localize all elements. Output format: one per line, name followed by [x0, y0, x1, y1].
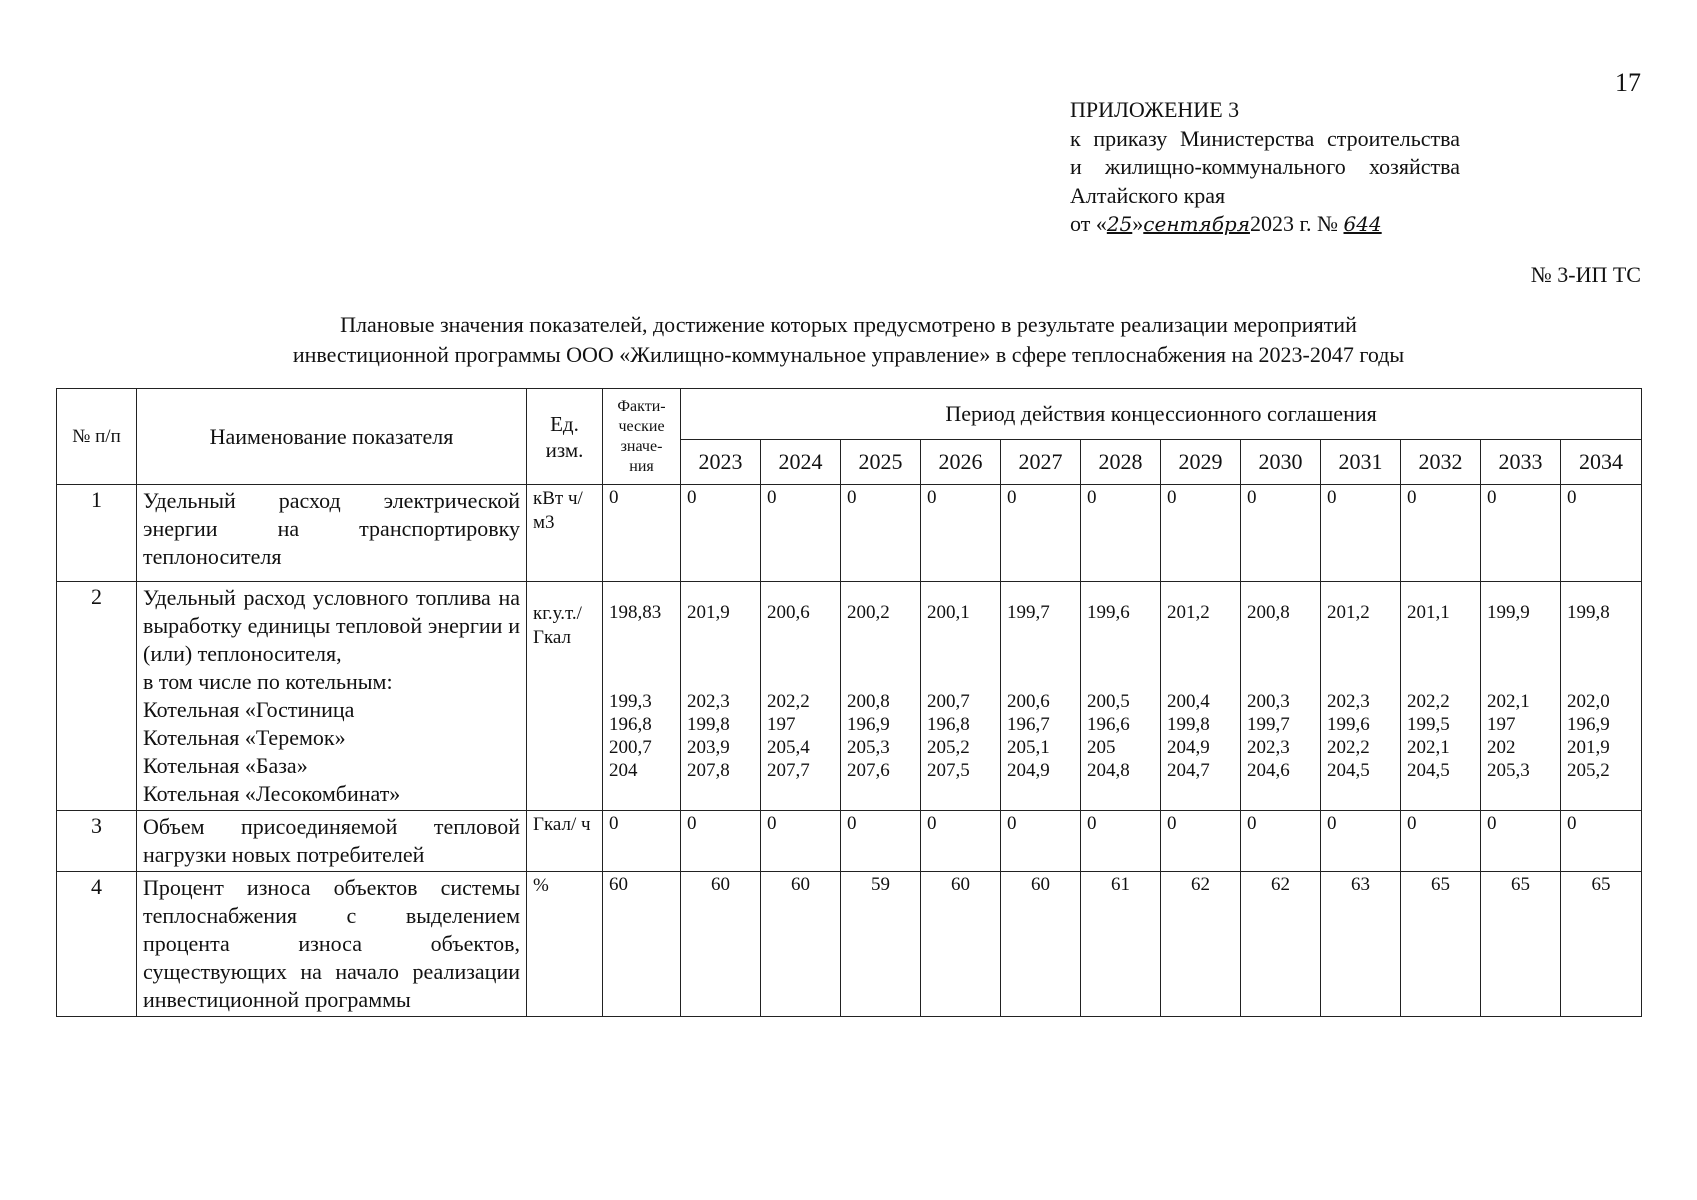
boiler-value: 200,5: [1087, 691, 1130, 712]
year-header: 2034: [1561, 440, 1642, 485]
indicator-name: [137, 582, 527, 811]
indicators-table: [56, 388, 1642, 1017]
boiler-values: [1087, 690, 1154, 782]
indicator-name: Объем присоединяемой тепловой нагрузки новых потребителей: [137, 811, 527, 872]
table-row: [57, 582, 1642, 811]
year-header: 2026: [921, 440, 1001, 485]
boiler-value: 199,7: [1247, 714, 1290, 735]
value-cell: 0: [761, 811, 841, 872]
value-cell: 0: [1321, 485, 1401, 582]
header-unit: Ед. изм.: [527, 389, 603, 485]
boiler-values: [1567, 690, 1635, 782]
order-number: 644: [1343, 212, 1382, 236]
value-cell: [1481, 582, 1561, 811]
title-line-1: Плановые значения показателей, достижение которых предусмотрено в результате реализации мероприятий: [340, 312, 1357, 337]
boiler-value: 204,5: [1407, 760, 1450, 781]
fact-cell: [603, 582, 681, 811]
year-header: 2031: [1321, 440, 1401, 485]
boiler-value: 202,3: [1247, 737, 1290, 758]
boiler-value: 207,5: [927, 760, 970, 781]
indicator-name: Процент износа объектов системы теплоснабжения с выделением процента износа объектов, существующих на начало реализации инвестиционной программы: [137, 872, 527, 1017]
boiler-value: 200,3: [1247, 691, 1290, 712]
value-cell: 60: [761, 872, 841, 1017]
value-cell: 0: [1401, 811, 1481, 872]
value-cell: 0: [681, 811, 761, 872]
boiler-value: 200,4: [1167, 691, 1210, 712]
order-month: сентября: [1143, 212, 1250, 236]
fact-value: 200,7: [609, 737, 652, 758]
value-cell: 62: [1161, 872, 1241, 1017]
boiler-value: 207,8: [687, 760, 730, 781]
form-code: № 3-ИП ТС: [1530, 262, 1641, 287]
value-cell: 0: [841, 485, 921, 582]
boiler-value: 202,3: [687, 691, 730, 712]
boiler-values: [847, 690, 914, 782]
row-number: 3: [57, 811, 137, 872]
boiler-values: [1327, 690, 1394, 782]
boiler-value: 204,5: [1327, 760, 1370, 781]
order-day: 25: [1106, 212, 1133, 236]
value-cell: 0: [1081, 485, 1161, 582]
value-cell: 0: [1241, 485, 1321, 582]
value-cell: 0: [761, 485, 841, 582]
year-header: 2032: [1401, 440, 1481, 485]
boiler-value: 196,8: [927, 714, 970, 735]
row-number: 2: [57, 582, 137, 811]
total-value: 199,7: [1007, 602, 1050, 623]
value-cell: 0: [1401, 485, 1481, 582]
boiler-values: [1247, 690, 1314, 782]
value-cell: [1161, 582, 1241, 811]
year-header: 2033: [1481, 440, 1561, 485]
appendix-title: ПРИЛОЖЕНИЕ 3: [1070, 97, 1240, 122]
boiler-values: [1407, 690, 1474, 782]
indicator-subheader: в том числе по котельным:: [143, 669, 393, 694]
year-header: 2024: [761, 440, 841, 485]
value-cell: [1241, 582, 1321, 811]
value-cell: 0: [1001, 811, 1081, 872]
boiler-value: 202,1: [1407, 737, 1450, 758]
order-year: 2023 г. №: [1249, 211, 1338, 236]
boiler-value: 196,9: [1567, 714, 1610, 735]
value-cell: 62: [1241, 872, 1321, 1017]
unit-cell: кВт ч/м3: [527, 485, 603, 582]
total-value: 201,1: [1407, 602, 1450, 623]
boiler-value: 199,8: [687, 714, 730, 735]
boiler-value: 196,7: [1007, 714, 1050, 735]
unit-cell: кг.у.т./ Гкал: [527, 582, 603, 811]
total-value: 199,8: [1567, 602, 1610, 623]
boiler-value: 202,1: [1487, 691, 1530, 712]
title-line-2: инвестиционной программы ООО «Жилищно-коммунальное управление» в сфере теплоснабжения на 2023-2047 годы: [292, 342, 1405, 367]
value-cell: 60: [681, 872, 761, 1017]
fact-value: 199,3: [609, 691, 652, 712]
year-header: 2029: [1161, 440, 1241, 485]
row-number: 1: [57, 485, 137, 582]
header-num: № п/п: [57, 389, 137, 485]
table-row: [57, 485, 1642, 582]
value-cell: 0: [1241, 811, 1321, 872]
row-number: 4: [57, 872, 137, 1017]
value-cell: 0: [1161, 485, 1241, 582]
order-prefix: от «: [1070, 211, 1107, 236]
fact-cell: 60: [603, 872, 681, 1017]
boiler-values: [687, 690, 754, 782]
value-cell: 60: [1001, 872, 1081, 1017]
header-fact: Факти-ческие значе-ния: [603, 389, 681, 485]
boiler-value: 205,3: [847, 737, 890, 758]
value-cell: 0: [921, 811, 1001, 872]
order-date-line: [1070, 210, 1460, 239]
total-value: 200,1: [927, 602, 970, 623]
boiler-value: 200,7: [927, 691, 970, 712]
table-row: [57, 811, 1642, 872]
value-cell: 61: [1081, 872, 1161, 1017]
value-cell: 63: [1321, 872, 1401, 1017]
boiler-value: 200,6: [1007, 691, 1050, 712]
value-cell: [1321, 582, 1401, 811]
boiler-name: Котельная «Теремок»: [143, 725, 346, 750]
total-value: 200,8: [1247, 602, 1290, 623]
boiler-value: 205: [1087, 737, 1116, 758]
boiler-value: 203,9: [687, 737, 730, 758]
boiler-value: 200,8: [847, 691, 890, 712]
appendix-block: [1070, 96, 1460, 239]
value-cell: [681, 582, 761, 811]
year-header: 2030: [1241, 440, 1321, 485]
boiler-values: [1007, 690, 1074, 782]
year-header: 2028: [1081, 440, 1161, 485]
value-cell: 0: [1561, 485, 1642, 582]
header-row: [57, 389, 1642, 440]
appendix-line: и жилищно-коммунального хозяйства: [1070, 154, 1460, 179]
boiler-name: Котельная «Лесокомбинат»: [143, 781, 401, 806]
fact-value: 204: [609, 760, 638, 781]
value-cell: [1561, 582, 1642, 811]
total-value: 199,6: [1087, 602, 1130, 623]
total-value: 200,2: [847, 602, 890, 623]
fact-value: 196,8: [609, 714, 652, 735]
document-title: [0, 310, 1697, 370]
boiler-values: [767, 690, 834, 782]
value-cell: 0: [1001, 485, 1081, 582]
value-cell: 60: [921, 872, 1001, 1017]
fact-total: 198,83: [609, 602, 662, 623]
value-cell: 0: [1481, 485, 1561, 582]
indicator-name: Удельный расход электрической энергии на транспортировку теплоносителя: [137, 485, 527, 582]
boiler-value: 196,6: [1087, 714, 1130, 735]
boiler-values: [927, 690, 994, 782]
value-cell: 0: [1561, 811, 1642, 872]
total-value: 199,9: [1487, 602, 1530, 623]
value-cell: 59: [841, 872, 921, 1017]
value-cell: 0: [1161, 811, 1241, 872]
value-cell: 0: [1481, 811, 1561, 872]
boiler-value: 205,4: [767, 737, 810, 758]
value-cell: 0: [841, 811, 921, 872]
boiler-value: 207,7: [767, 760, 810, 781]
boiler-value: 201,9: [1567, 737, 1610, 758]
value-cell: [841, 582, 921, 811]
fact-list: [609, 690, 674, 782]
value-cell: 65: [1561, 872, 1642, 1017]
boiler-value: 205,2: [927, 737, 970, 758]
boiler-value: 204,6: [1247, 760, 1290, 781]
value-cell: 65: [1481, 872, 1561, 1017]
appendix-line: Алтайского края: [1070, 182, 1226, 208]
boiler-value: 197: [767, 714, 796, 735]
total-value: 200,6: [767, 602, 810, 623]
value-cell: 0: [1321, 811, 1401, 872]
total-value: 201,2: [1327, 602, 1370, 623]
boiler-value: 205,3: [1487, 760, 1530, 781]
unit-cell: Гкал/ ч: [527, 811, 603, 872]
boiler-value: 204,9: [1007, 760, 1050, 781]
boiler-value: 202,2: [767, 691, 810, 712]
year-header: 2023: [681, 440, 761, 485]
fact-cell: 0: [603, 485, 681, 582]
boiler-value: 202,2: [1327, 737, 1370, 758]
total-value: 201,9: [687, 602, 730, 623]
total-value: 201,2: [1167, 602, 1210, 623]
year-header: 2027: [1001, 440, 1081, 485]
value-cell: [921, 582, 1001, 811]
value-cell: [1401, 582, 1481, 811]
boiler-values: [1167, 690, 1234, 782]
unit-cell: %: [527, 872, 603, 1017]
boiler-value: 207,6: [847, 760, 890, 781]
header-name: Наименование показателя: [137, 389, 527, 485]
boiler-value: 202: [1487, 737, 1516, 758]
boiler-value: 199,8: [1167, 714, 1210, 735]
value-cell: 0: [1081, 811, 1161, 872]
boiler-value: 197: [1487, 714, 1516, 735]
value-cell: [761, 582, 841, 811]
boiler-name: Котельная «База»: [143, 753, 308, 778]
boiler-values: [1487, 690, 1554, 782]
page-number: 17: [1615, 68, 1641, 97]
boiler-value: 204,8: [1087, 760, 1130, 781]
boiler-value: 199,5: [1407, 714, 1450, 735]
table-row: [57, 872, 1642, 1017]
boiler-value: 204,7: [1167, 760, 1210, 781]
boiler-value: 205,2: [1567, 760, 1610, 781]
year-header: 2025: [841, 440, 921, 485]
boiler-value: 199,6: [1327, 714, 1370, 735]
value-cell: [1081, 582, 1161, 811]
boiler-value: 196,9: [847, 714, 890, 735]
value-cell: 0: [681, 485, 761, 582]
value-cell: [1001, 582, 1081, 811]
order-mid: »: [1132, 211, 1144, 236]
boiler-value: 202,2: [1407, 691, 1450, 712]
boiler-value: 204,9: [1167, 737, 1210, 758]
boiler-value: 205,1: [1007, 737, 1050, 758]
value-cell: 0: [921, 485, 1001, 582]
indicator-name-main: Удельный расход условного топлива на выработку единицы тепловой энергии и (или) теплоносителя,: [143, 585, 520, 666]
header-period: Период действия концессионного соглашения: [681, 389, 1642, 440]
appendix-line: к приказу Министерства строительства: [1070, 125, 1460, 151]
fact-cell: 0: [603, 811, 681, 872]
boiler-value: 202,3: [1327, 691, 1370, 712]
boiler-name: Котельная «Гостиница: [143, 697, 355, 722]
boiler-value: 202,0: [1567, 691, 1610, 712]
value-cell: 65: [1401, 872, 1481, 1017]
